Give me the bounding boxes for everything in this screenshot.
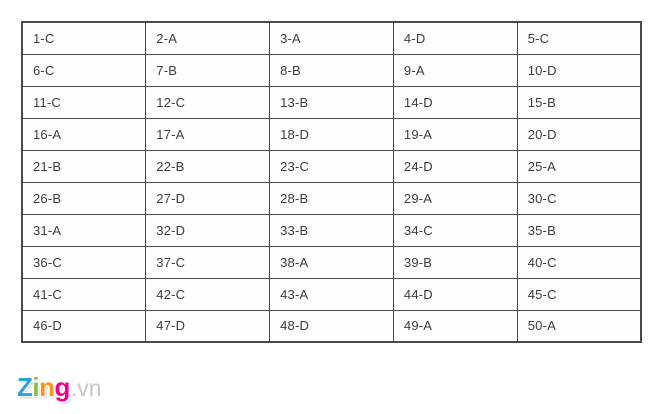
answer-cell: 8-B (270, 54, 394, 86)
zing-logo[interactable] (17, 372, 102, 403)
answer-cell: 34-C (393, 214, 517, 246)
answer-cell: 4-D (393, 22, 517, 54)
answer-cell: 43-A (270, 278, 394, 310)
answer-cell: 20-D (517, 118, 641, 150)
answer-cell: 28-B (270, 182, 394, 214)
answer-cell: 40-C (517, 246, 641, 278)
answer-key-table (21, 21, 642, 343)
answer-cell: 46-D (22, 310, 146, 342)
answer-cell: 39-B (393, 246, 517, 278)
answer-cell: 11-C (22, 86, 146, 118)
answer-cell: 17-A (146, 118, 270, 150)
answer-cell: 24-D (393, 150, 517, 182)
table-row (22, 246, 641, 278)
table-row (22, 310, 641, 342)
answer-cell: 50-A (517, 310, 641, 342)
answer-cell: 13-B (270, 86, 394, 118)
answer-cell: 15-B (517, 86, 641, 118)
answer-cell: 38-A (270, 246, 394, 278)
answer-cell: 25-A (517, 150, 641, 182)
answer-key-body (22, 22, 641, 342)
answer-cell: 6-C (22, 54, 146, 86)
logo-letter-n: n (39, 372, 55, 402)
zing-wordmark (17, 372, 70, 402)
answer-cell: 29-A (393, 182, 517, 214)
table-row (22, 278, 641, 310)
answer-cell: 49-A (393, 310, 517, 342)
answer-cell: 37-C (146, 246, 270, 278)
answer-cell: 3-A (270, 22, 394, 54)
answer-cell: 23-C (270, 150, 394, 182)
answer-cell: 30-C (517, 182, 641, 214)
answer-cell: 2-A (146, 22, 270, 54)
answer-cell: 14-D (393, 86, 517, 118)
table-row (22, 22, 641, 54)
answer-cell: 19-A (393, 118, 517, 150)
answer-cell: 47-D (146, 310, 270, 342)
answer-cell: 12-C (146, 86, 270, 118)
table-row (22, 150, 641, 182)
answer-cell: 42-C (146, 278, 270, 310)
answer-cell: 26-B (22, 182, 146, 214)
answer-cell: 5-C (517, 22, 641, 54)
answer-cell: 9-A (393, 54, 517, 86)
answer-cell: 35-B (517, 214, 641, 246)
answer-cell: 45-C (517, 278, 641, 310)
logo-letter-g: g (54, 372, 70, 402)
logo-suffix: .vn (70, 375, 102, 401)
table-row (22, 54, 641, 86)
table-row (22, 118, 641, 150)
answer-cell: 16-A (22, 118, 146, 150)
answer-cell: 48-D (270, 310, 394, 342)
answer-cell: 33-B (270, 214, 394, 246)
answer-cell: 41-C (22, 278, 146, 310)
table-row (22, 182, 641, 214)
answer-cell: 22-B (146, 150, 270, 182)
answer-cell: 21-B (22, 150, 146, 182)
answer-cell: 18-D (270, 118, 394, 150)
answer-cell: 44-D (393, 278, 517, 310)
answer-cell: 1-C (22, 22, 146, 54)
answer-cell: 32-D (146, 214, 270, 246)
answer-cell: 10-D (517, 54, 641, 86)
answer-cell: 31-A (22, 214, 146, 246)
answer-cell: 7-B (146, 54, 270, 86)
answer-cell: 27-D (146, 182, 270, 214)
table-row (22, 86, 641, 118)
table-row (22, 214, 641, 246)
answer-cell: 36-C (22, 246, 146, 278)
logo-letter-z: Z (17, 372, 33, 402)
logo-letter-i: i (32, 372, 40, 402)
